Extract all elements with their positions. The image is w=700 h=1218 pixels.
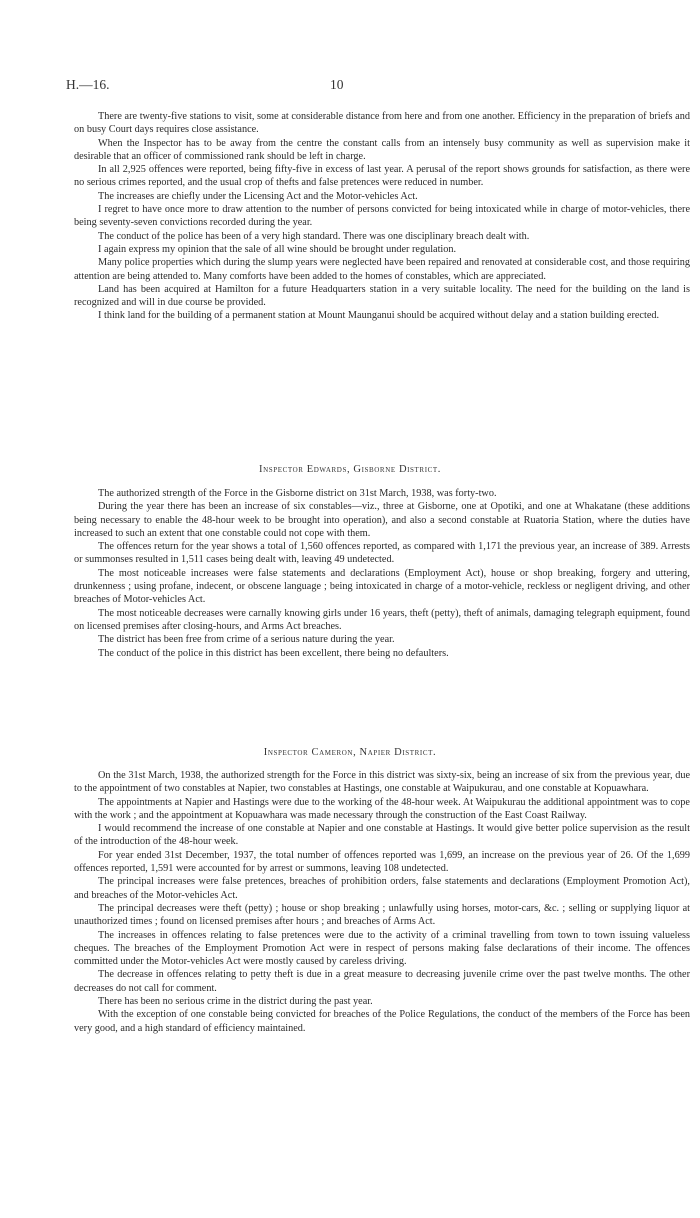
- paragraph: I would recommend the increase of one constable at Napier and one constable at Hastings. It would give better police supervision as the result of the introduction of the 48-hour week.: [74, 823, 690, 848]
- paragraph: When the Inspector has to be away from the centre the constant calls from an intensely busy community as well as supervision make it desirable that an officer of commissioned rank should be left in charge.: [74, 137, 690, 162]
- paragraph: The decrease in offences relating to petty theft is due in a great measure to decreasing juvenile crime over the past twelve months. The other decreases do not call for comment.: [74, 969, 690, 994]
- paragraph: With the exception of one constable being convicted for breaches of the Police Regulations, the conduct of the members of the Force has been very good, and a high standard of efficiency maintained.: [74, 1009, 690, 1034]
- paragraph: The principal increases were false pretences, breaches of prohibition orders, false statements and declarations (Employment Promotion Act), and breaches of the Motor-vehicles Act.: [74, 876, 690, 901]
- paragraph: I regret to have once more to draw attention to the number of persons convicted for being intoxicated while in charge of motor-vehicles, there being seventy-seven convictions recorded during the year.: [74, 204, 690, 229]
- paragraph: I again express my opinion that the sale of all wine should be brought under regulation.: [98, 243, 457, 255]
- paragraph: On the 31st March, 1938, the authorized strength for the Force in this district was sixty-six, being an increase of six from the previous year, due to the appointment of two constables at Napier, two constables at Hastings, one constable at Waipukurau, and one constable at Kopuawhara.: [74, 770, 690, 795]
- paragraph: The appointments at Napier and Hastings were due to the working of the 48-hour week. At Waipukurau the additional appointment was to cope with the work ; and the appointment at Kopuawhara was made necessary through the construction of the East Coast Railway.: [74, 796, 690, 821]
- page-number: 10: [330, 77, 344, 92]
- paragraph: The increases are chiefly under the Licensing Act and the Motor-vehicles Act.: [98, 190, 418, 202]
- napier-heading: Inspector Cameron, Napier District.: [263, 747, 437, 758]
- napier-section: [74, 769, 690, 1035]
- paragraph: The most noticeable increases were false statements and declarations (Employment Act), house or shop breaking, forgery and uttering, drunkenness ; using profane, indecent, or obscene language ; being intoxicated in charge of a motor-vehicle, reckless or negligent driving, and other breaches of Motor-vehicles Act.: [74, 567, 690, 606]
- paragraph: The principal decreases were theft (petty) ; house or shop breaking ; unlawfully using horses, motor-cars, &c. ; selling or supplying liquor at unauthorized times ; found on licensed premises after hours ; and breaches of Arms Act.: [74, 902, 690, 928]
- gisborne-section: [74, 487, 690, 660]
- gisborne-heading: Inspector Edwards, Gisborne District.: [258, 464, 441, 475]
- paragraph: During the year there has been an increase of six constables—viz., three at Gisborne, one at Opotiki, and one at Whakatane (these additions being necessary to enable the 48-hour week to be brought into operation), and also a second constable at Ruatoria Station, where the duties have increased to such an extent that one constable could not cope with them.: [74, 501, 690, 539]
- paragraph: Land has been acquired at Hamilton for a future Headquarters station in a very suitable locality. The need for the building on the land is recognized and will in due course be provided.: [74, 283, 690, 309]
- paragraph: There has been no serious crime in the district during the past year.: [98, 996, 373, 1008]
- intro-section: [74, 110, 690, 323]
- paragraph: There are twenty-five stations to visit, some at considerable distance from here and from one another. Efficiency in the preparation of briefs and on busy Court days requires close assistance.: [74, 111, 690, 136]
- paragraph: The conduct of the police has been of a very high standard. There was one disciplinary breach dealt with.: [98, 230, 530, 242]
- running-head: H.—16.: [66, 77, 110, 92]
- paragraph: The authorized strength of the Force in the Gisborne district on 31st March, 1938, was forty-two.: [98, 488, 497, 499]
- paragraph: For year ended 31st December, 1937, the total number of offences reported was 1,699, an increase on the previous year of 26. Of the 1,699 offences reported, 1,591 were accounted for by arrest or summons, leaving 108 undetected.: [74, 849, 690, 875]
- paragraph: The offences return for the year shows a total of 1,560 offences reported, as compared with 1,171 the previous year, an increase of 389. Arrests or summonses resulted in 1,511 cases being dealt with, leaving 49 undetected.: [74, 541, 690, 566]
- paragraph: I think land for the building of a permanent station at Mount Maunganui should be acquired without delay and a station building erected.: [98, 310, 660, 322]
- paragraph: Many police properties which during the slump years were neglected have been repaired and renovated at considerable cost, and those requiring attention are being attended to. Many comforts have been added to the homes of constables, which are appreciated.: [74, 257, 690, 282]
- paragraph: The district has been free from crime of a serious nature during the year.: [98, 634, 395, 646]
- paragraph: The most noticeable decreases were carnally knowing girls under 16 years, theft (petty), theft of animals, damaging telegraph equipment, found on licensed premises after closing-hours, and Arms Act breaches.: [74, 607, 690, 632]
- paragraph: In all 2,925 offences were reported, being fifty-five in excess of last year. A perusal of the report shows grounds for satisfaction, as there were no serious crimes reported, and the usual crop of thefts and false pretences were reduced in number.: [74, 164, 690, 189]
- paragraph: The increases in offences relating to false pretences were due to the activity of a criminal travelling from town to town issuing valueless cheques. The breaches of the Employment Promotion Act were in respect of persons making false declarations of their income. The offences committed under the Motor-vehicles Act were mostly caused by careless driving.: [74, 929, 690, 968]
- paragraph: The conduct of the police in this district has been excellent, there being no defaulters.: [98, 647, 449, 659]
